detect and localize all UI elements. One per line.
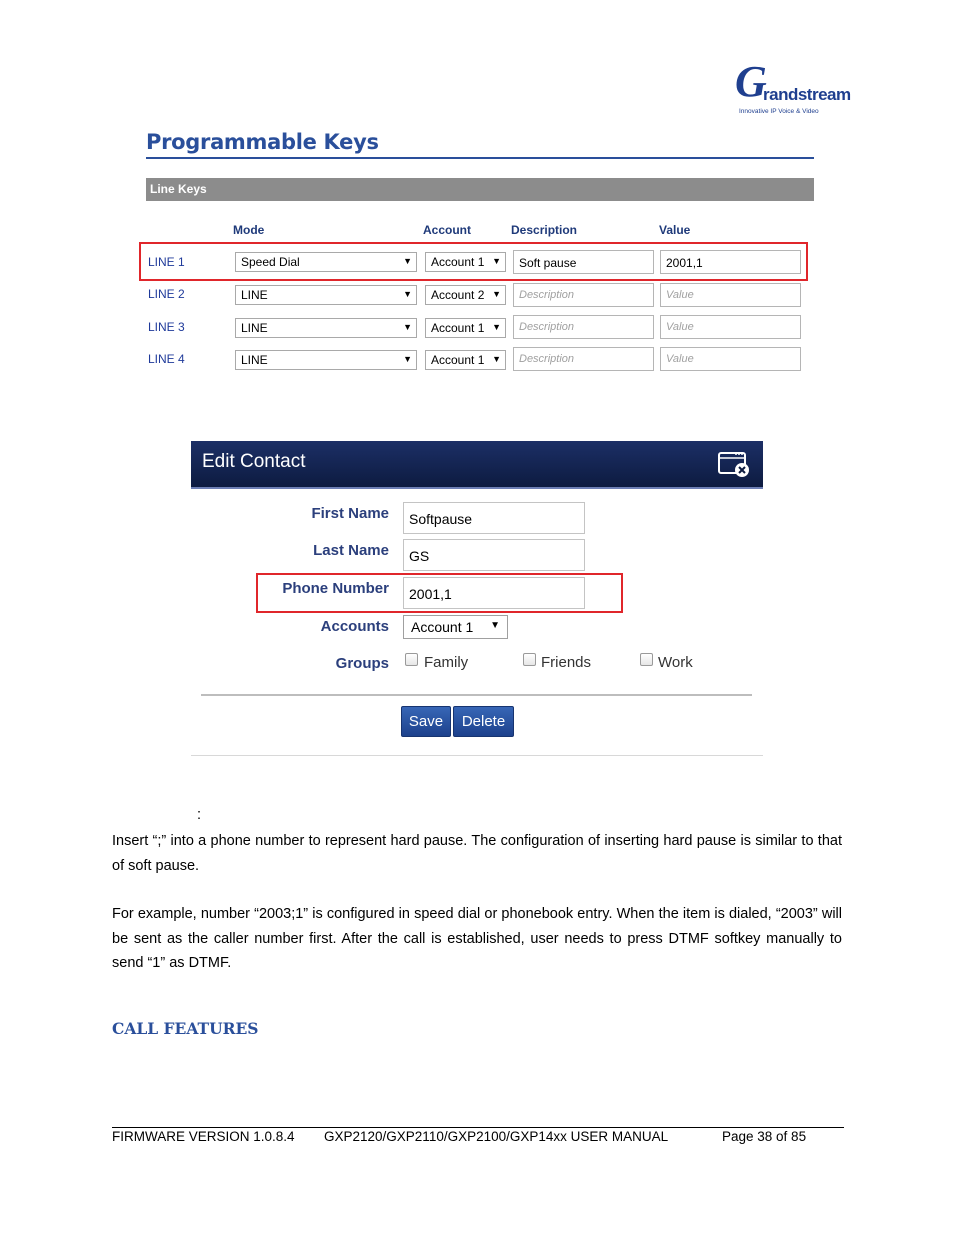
close-dialog-icon[interactable] [718,450,750,478]
example-paragraph: For example, number “2003;1” is configured in speed dial or phonebook entry. When the item is dialed, “2003” will be sent as the caller number first. After the call is established, user needs to press DTMF softkey manually to send “1” as DTMF. [112,906,842,971]
footer-firmware: FIRMWARE VERSION 1.0.8.4 [112,1129,295,1144]
line-keys-label: Line Keys [150,182,207,196]
line-1-value-input[interactable]: 2001,1 [660,250,801,274]
line-3-description-input[interactable]: Description [513,315,654,339]
column-mode: Mode [233,223,265,237]
line-3-mode-value: LINE [241,321,268,335]
footer-rule [112,1127,844,1128]
group-work-checkbox[interactable] [640,653,653,666]
dropdown-arrow-icon: ▼ [492,322,501,332]
line-2-account-value: Account 2 [431,288,485,302]
line-4-mode-value: LINE [241,353,268,367]
line-3-mode-select[interactable] [235,318,417,338]
line-2-label: LINE 2 [148,287,185,301]
line-1-description-input[interactable]: Soft pause [513,250,654,274]
delete-button[interactable]: Delete [453,706,514,737]
groups-label: Groups [335,655,389,672]
line-4-mode-select[interactable] [235,350,417,370]
phone-number-input[interactable]: 2001,1 [403,577,585,609]
footer-page: Page 38 of 85 [722,1129,807,1144]
save-button[interactable]: Save [401,706,451,737]
line-2-description-input[interactable]: Description [513,283,654,307]
logo-wordmark: randstream [763,85,851,104]
line-4-label: LINE 4 [148,352,185,366]
dropdown-arrow-icon: ▼ [492,256,501,266]
phone-number-highlight [256,573,623,613]
line-2-account-select[interactable] [425,285,506,305]
dropdown-arrow-icon: ▼ [490,620,500,631]
group-family-label: Family [424,654,469,671]
stray-colon: : [197,807,202,823]
group-work-label: Work [658,654,693,671]
column-value: Value [659,223,691,237]
dialog-header [191,441,763,489]
line-3-account-value: Account 1 [431,321,485,335]
last-name-input[interactable]: GS [403,539,585,571]
first-name-input[interactable]: Softpause [403,502,585,534]
group-family-checkbox[interactable] [405,653,418,666]
line-3-value-input[interactable]: Value [660,315,801,339]
line-4-description-input[interactable]: Description [513,347,654,371]
last-name-label: Last Name [313,542,389,559]
hard-pause-paragraph: Insert “;” into a phone number to represent hard pause. The configuration of inserting hard pause is similar to that of soft pause. [112,833,842,874]
line-4-account-value: Account 1 [431,353,485,367]
footer-manual: GXP2120/GXP2110/GXP2100/GXP14xx USER MANUAL [324,1129,669,1144]
group-friends-checkbox[interactable] [523,653,536,666]
dropdown-arrow-icon: ▼ [403,256,412,266]
accounts-select[interactable] [403,615,508,639]
programmable-keys-title: Programmable Keys [146,130,379,154]
group-friends-label: Friends [541,654,592,671]
line-2-mode-select[interactable] [235,285,417,305]
dropdown-arrow-icon: ▼ [492,354,501,364]
dropdown-arrow-icon: ▼ [403,354,412,364]
call-features-heading: CALL FEATURES [112,1019,259,1038]
accounts-value: Account 1 [411,619,474,635]
logo-letter: G [735,57,767,106]
line-1-account-value: Account 1 [431,255,485,269]
column-account: Account [423,223,471,237]
line-1-highlight [139,242,808,281]
line-4-value-input[interactable]: Value [660,347,801,371]
line-3-account-select[interactable] [425,318,506,338]
dropdown-arrow-icon: ▼ [492,289,501,299]
phone-number-label: Phone Number [282,580,389,597]
line-1-mode-value: Speed Dial [241,255,300,269]
column-description: Description [511,223,578,237]
first-name-label: First Name [311,505,389,522]
dialog-title: Edit Contact [202,451,306,472]
line-2-value-input[interactable]: Value [660,283,801,307]
dialog-divider [201,694,752,696]
edit-contact-dialog [191,441,763,756]
line-4-account-select[interactable] [425,350,506,370]
dropdown-arrow-icon: ▼ [403,322,412,332]
logo-tagline: Innovative IP Voice & Video [739,108,819,115]
grandstream-logo [735,57,851,120]
line-1-label: LINE 1 [148,255,185,269]
dropdown-arrow-icon: ▼ [403,289,412,299]
line-3-label: LINE 3 [148,320,185,334]
accounts-label: Accounts [320,618,389,635]
line-2-mode-value: LINE [241,288,268,302]
title-underline [146,157,814,159]
line-keys-bar [146,178,814,201]
